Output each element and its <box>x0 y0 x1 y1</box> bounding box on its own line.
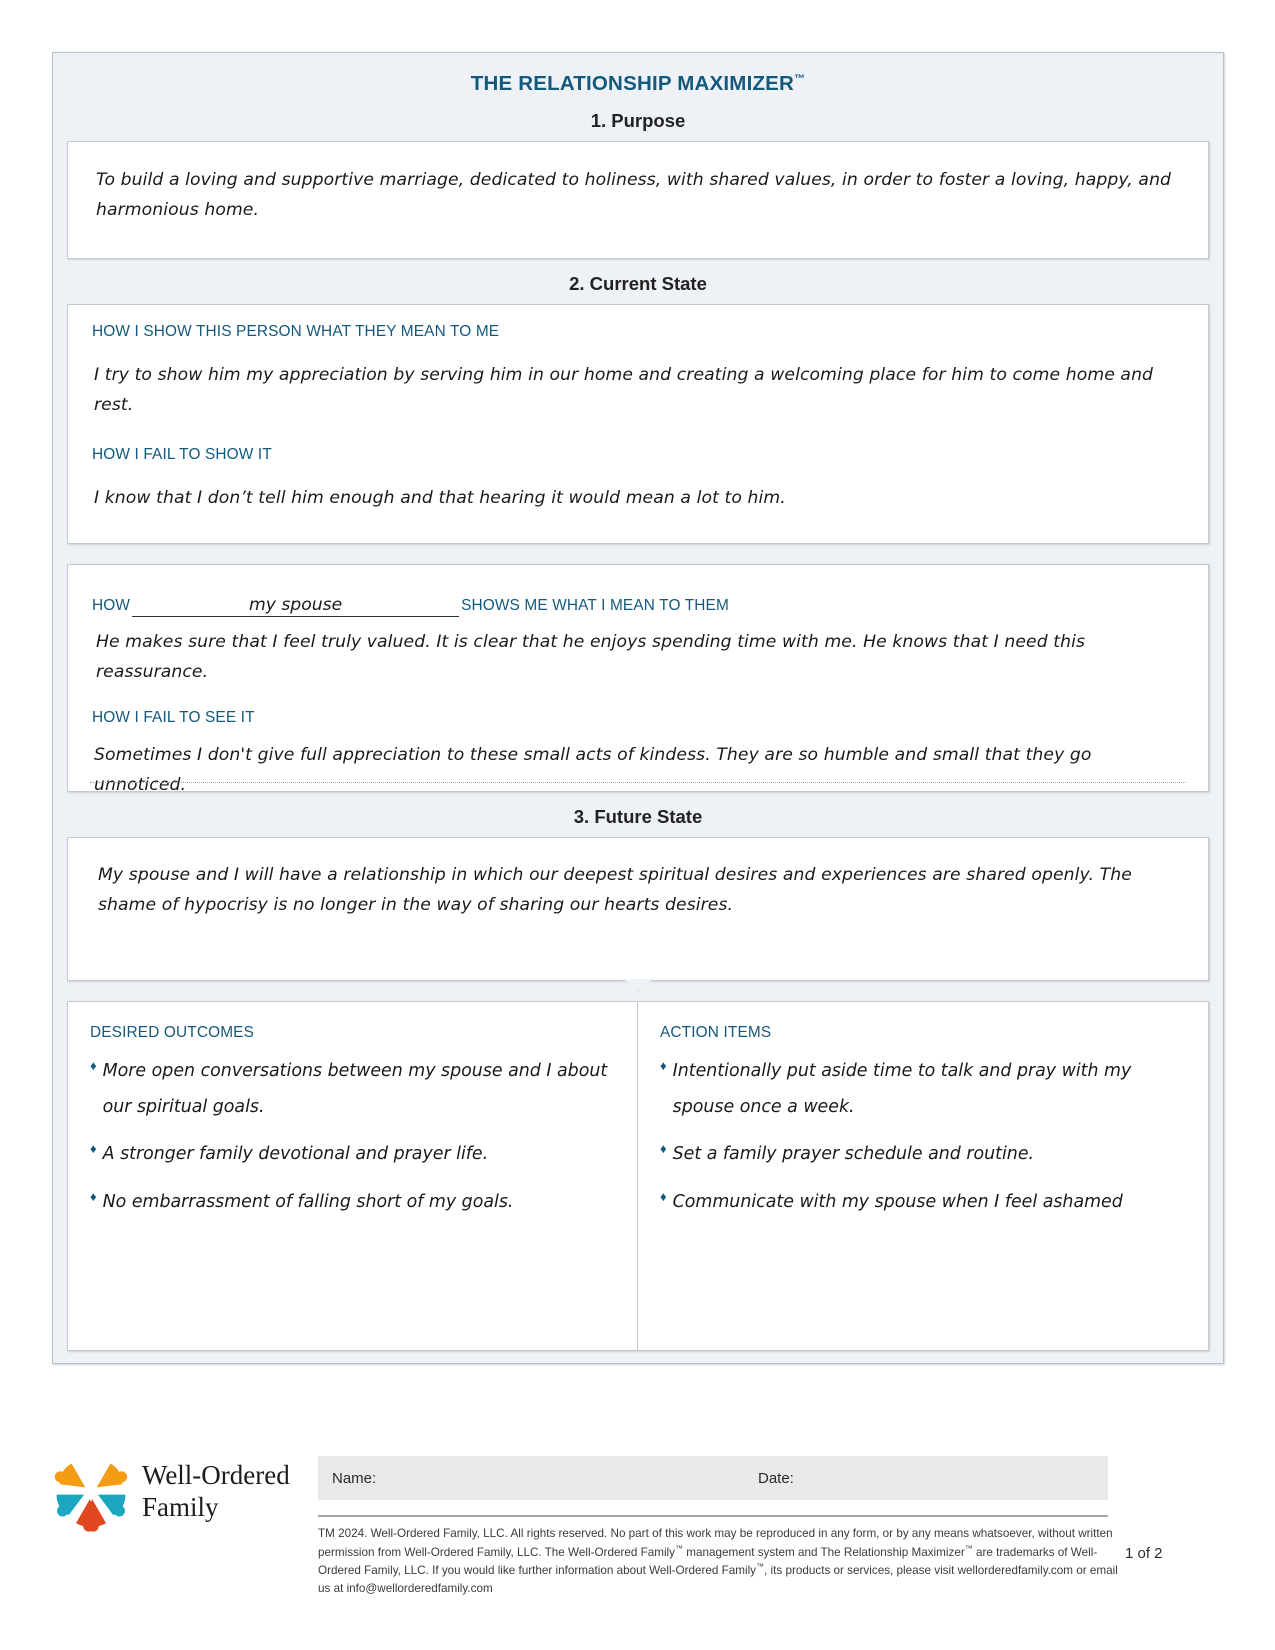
future-state-box[interactable] <box>67 837 1209 981</box>
action-item-text: Communicate with my spouse when I feel ashamed <box>672 1192 1123 1213</box>
list-item[interactable] <box>90 1054 615 1125</box>
answer-how-i-fail-to-show: I know that I don’t tell him enough and that hearing it would mean a lot to him. <box>94 488 786 509</box>
answer-how-they-show-me: He makes sure that I feel truly valued. It is clear that he enjoys spending time with me. He knows that I need this reassurance. <box>96 632 1086 682</box>
list-item[interactable] <box>660 1137 1186 1173</box>
name-label: Name: <box>332 1469 377 1487</box>
legal-tm-2: ™ <box>964 1543 973 1553</box>
outcomes-action-items-box <box>67 1001 1209 1351</box>
how-fill-in-line <box>92 595 1184 617</box>
list-item[interactable] <box>90 1185 615 1221</box>
current-state-box-2[interactable] <box>67 564 1209 795</box>
purpose-text: To build a loving and supportive marriage, dedicated to holiness, with shared values, in order to foster a loving, happy, and harmonious home. <box>96 170 1172 220</box>
trademark-symbol: ™ <box>794 73 806 86</box>
action-item-text: Set a family prayer schedule and routine. <box>672 1144 1035 1165</box>
spacer <box>53 544 1223 564</box>
desired-outcome-text: More open conversations between my spouse and I about our spiritual goals. <box>102 1061 608 1117</box>
date-label: Date: <box>758 1469 794 1487</box>
future-state-text: My spouse and I will have a relationship in which our deepest spiritual desires and experiences are shared openly. The shame of hypocrisy is no longer in the way of sharing our hearts desires. <box>98 865 1132 915</box>
purpose-box[interactable] <box>67 141 1209 259</box>
answer-how-i-show: I try to show him my appreciation by serving him in our home and creating a welcoming place for him to come home and rest. <box>94 365 1154 415</box>
legal-part-1: TM 2024. Well-Ordered Family, LLC. All rights reserved. No part of this work may be reproduced in any form, or by any means whatsoever, without written permission from Well-Ordered Family, LLC. The Well-Ordered Family <box>318 1527 1113 1559</box>
action-items-column <box>638 1002 1208 1350</box>
section-heading-purpose: 1. Purpose <box>590 110 686 131</box>
label-how-suffix: SHOWS ME WHAT I MEAN TO THEM <box>461 597 729 614</box>
list-item[interactable] <box>90 1137 615 1173</box>
legal-part-3: are trademarks of Well-Ordered Family, LLC. If you would like further information about Well-Ordered Family <box>318 1545 1098 1578</box>
label-desired-outcomes: DESIRED OUTCOMES <box>90 1024 255 1041</box>
list-item[interactable] <box>660 1185 1186 1221</box>
answer-how-i-fail-to-see: Sometimes I don't give full appreciation to these small acts of kindess. They are so humble and small that they go unnoticed. <box>94 745 1092 795</box>
legal-tm-1: ™ <box>675 1543 683 1553</box>
page-number: 1 of 2 <box>1125 1545 1163 1562</box>
brand-wordmark <box>142 1460 290 1524</box>
page-title-text: THE RELATIONSHIP MAXIMIZER <box>470 72 795 95</box>
brand-logo <box>48 1442 300 1542</box>
label-how-i-fail-to-show: HOW I FAIL TO SHOW IT <box>92 446 272 464</box>
desired-outcomes-column <box>68 1002 638 1350</box>
name-date-bar <box>318 1456 1108 1500</box>
desired-outcome-text: No embarrassment of falling short of my goals. <box>102 1192 514 1213</box>
section-heading-future-state: 3. Future State <box>573 806 703 827</box>
diamond-bullet-icon: ♦ <box>90 1189 97 1205</box>
current-state-box-1[interactable] <box>67 304 1209 544</box>
legal-copyright-text <box>318 1525 1118 1598</box>
legal-tm-3: ™ <box>756 1562 765 1572</box>
brand-line-2: Family <box>142 1492 219 1522</box>
well-ordered-family-flower-icon <box>48 1449 134 1535</box>
action-item-text: Intentionally put aside time to talk and pray with my spouse once a week. <box>672 1061 1132 1117</box>
label-how-i-show: HOW I SHOW THIS PERSON WHAT THEY MEAN TO ME <box>92 323 500 340</box>
diamond-bullet-icon: ♦ <box>660 1189 667 1205</box>
fill-in-person-field[interactable]: my spouse <box>132 595 459 617</box>
label-how-prefix: HOW <box>92 597 131 614</box>
page-title <box>53 53 1223 96</box>
desired-outcome-text: A stronger family devotional and prayer life. <box>102 1144 489 1165</box>
dotted-divider <box>90 782 1186 783</box>
diamond-bullet-icon: ♦ <box>90 1058 97 1073</box>
list-item[interactable] <box>660 1054 1186 1125</box>
legal-part-4: , its products or services, please visit wellorderedfamily.com or email us at info@wellorderedfamily.com <box>318 1564 1118 1596</box>
diamond-bullet-icon: ♦ <box>90 1141 97 1157</box>
section-heading-current-state: 2. Current State <box>569 273 707 294</box>
chevron-down-icon <box>623 979 653 991</box>
footer-divider <box>318 1515 1108 1517</box>
worksheet-sheet <box>52 52 1224 1364</box>
diamond-bullet-icon: ♦ <box>660 1058 667 1073</box>
label-how-i-fail-to-see: HOW I FAIL TO SEE IT <box>92 709 255 727</box>
diamond-bullet-icon: ♦ <box>660 1141 667 1157</box>
page-footer <box>0 1410 1275 1610</box>
brand-line-1: Well-Ordered <box>142 1460 290 1491</box>
legal-part-2: management system and The Relationship Maximizer <box>683 1545 965 1559</box>
label-action-items: ACTION ITEMS <box>660 1024 772 1041</box>
